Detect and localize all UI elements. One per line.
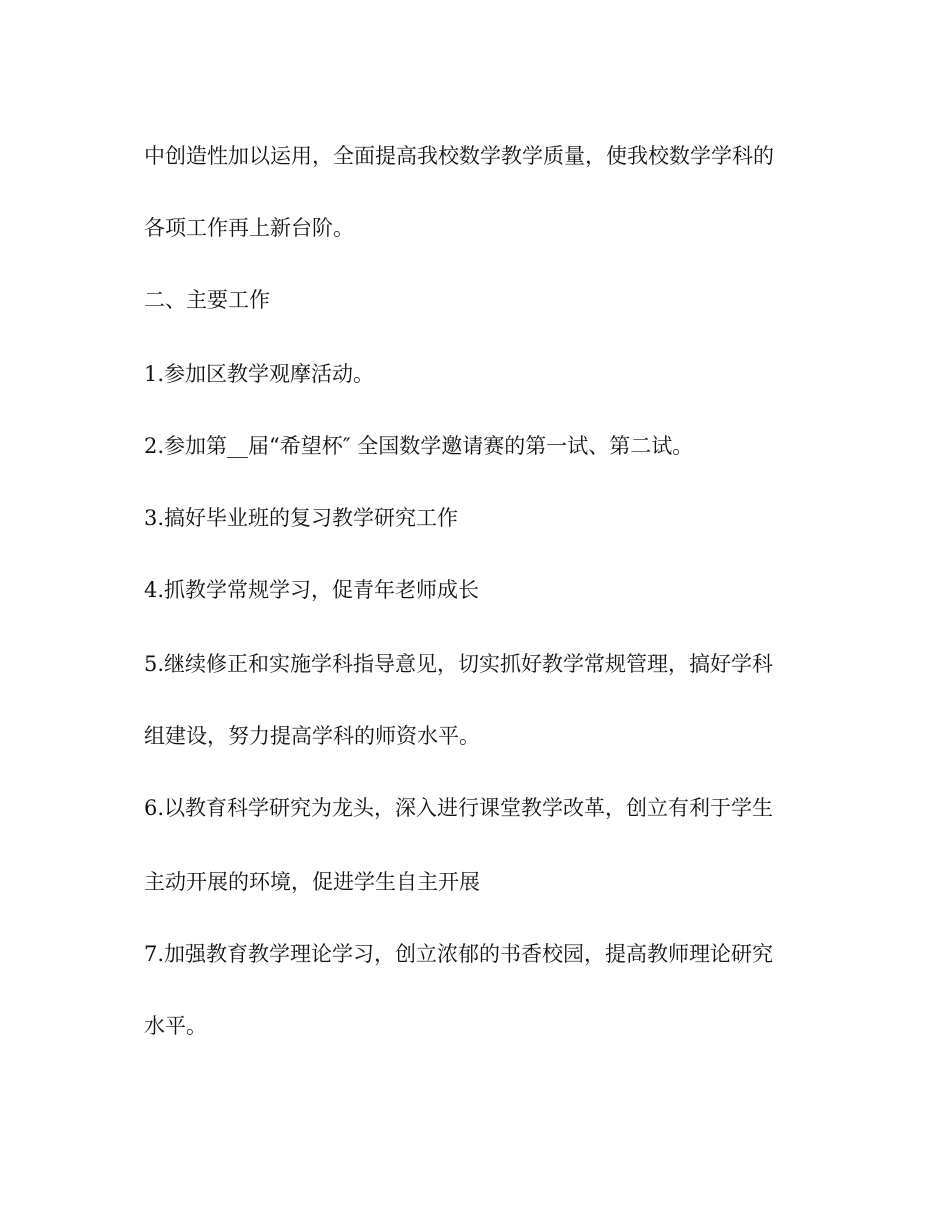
list-item: 1.参加区教学观摩活动。 [144, 362, 375, 386]
section-heading: 二、主要工作 [144, 288, 270, 312]
paragraph-line: 各项工作再上新台阶。 [144, 216, 354, 240]
list-item-continuation: 组建设，努力提高学科的师资水平。 [144, 724, 480, 748]
list-item: 6.以教育科学研究为龙头，深入进行课堂教学改革，创立有利于学生 [144, 796, 774, 820]
list-item-continuation: 水平。 [144, 1014, 207, 1038]
list-item: 5.继续修正和实施学科指导意见，切实抓好教学常规管理，搞好学科 [144, 652, 774, 676]
list-item: 4.抓教学常规学习，促青年老师成长 [144, 578, 480, 602]
list-item-continuation: 主动开展的环境，促进学生自主开展 [144, 870, 480, 894]
list-item: 2.参加第__届“希望杯″ 全国数学邀请赛的第一试、第二试。 [144, 434, 694, 458]
paragraph-line: 中创造性加以运用，全面提高我校数学教学质量，使我校数学学科的 [144, 144, 774, 168]
list-item: 3.搞好毕业班的复习教学研究工作 [144, 506, 459, 530]
list-item: 7.加强教育教学理论学习，创立浓郁的书香校园，提高教师理论研究 [144, 942, 774, 966]
